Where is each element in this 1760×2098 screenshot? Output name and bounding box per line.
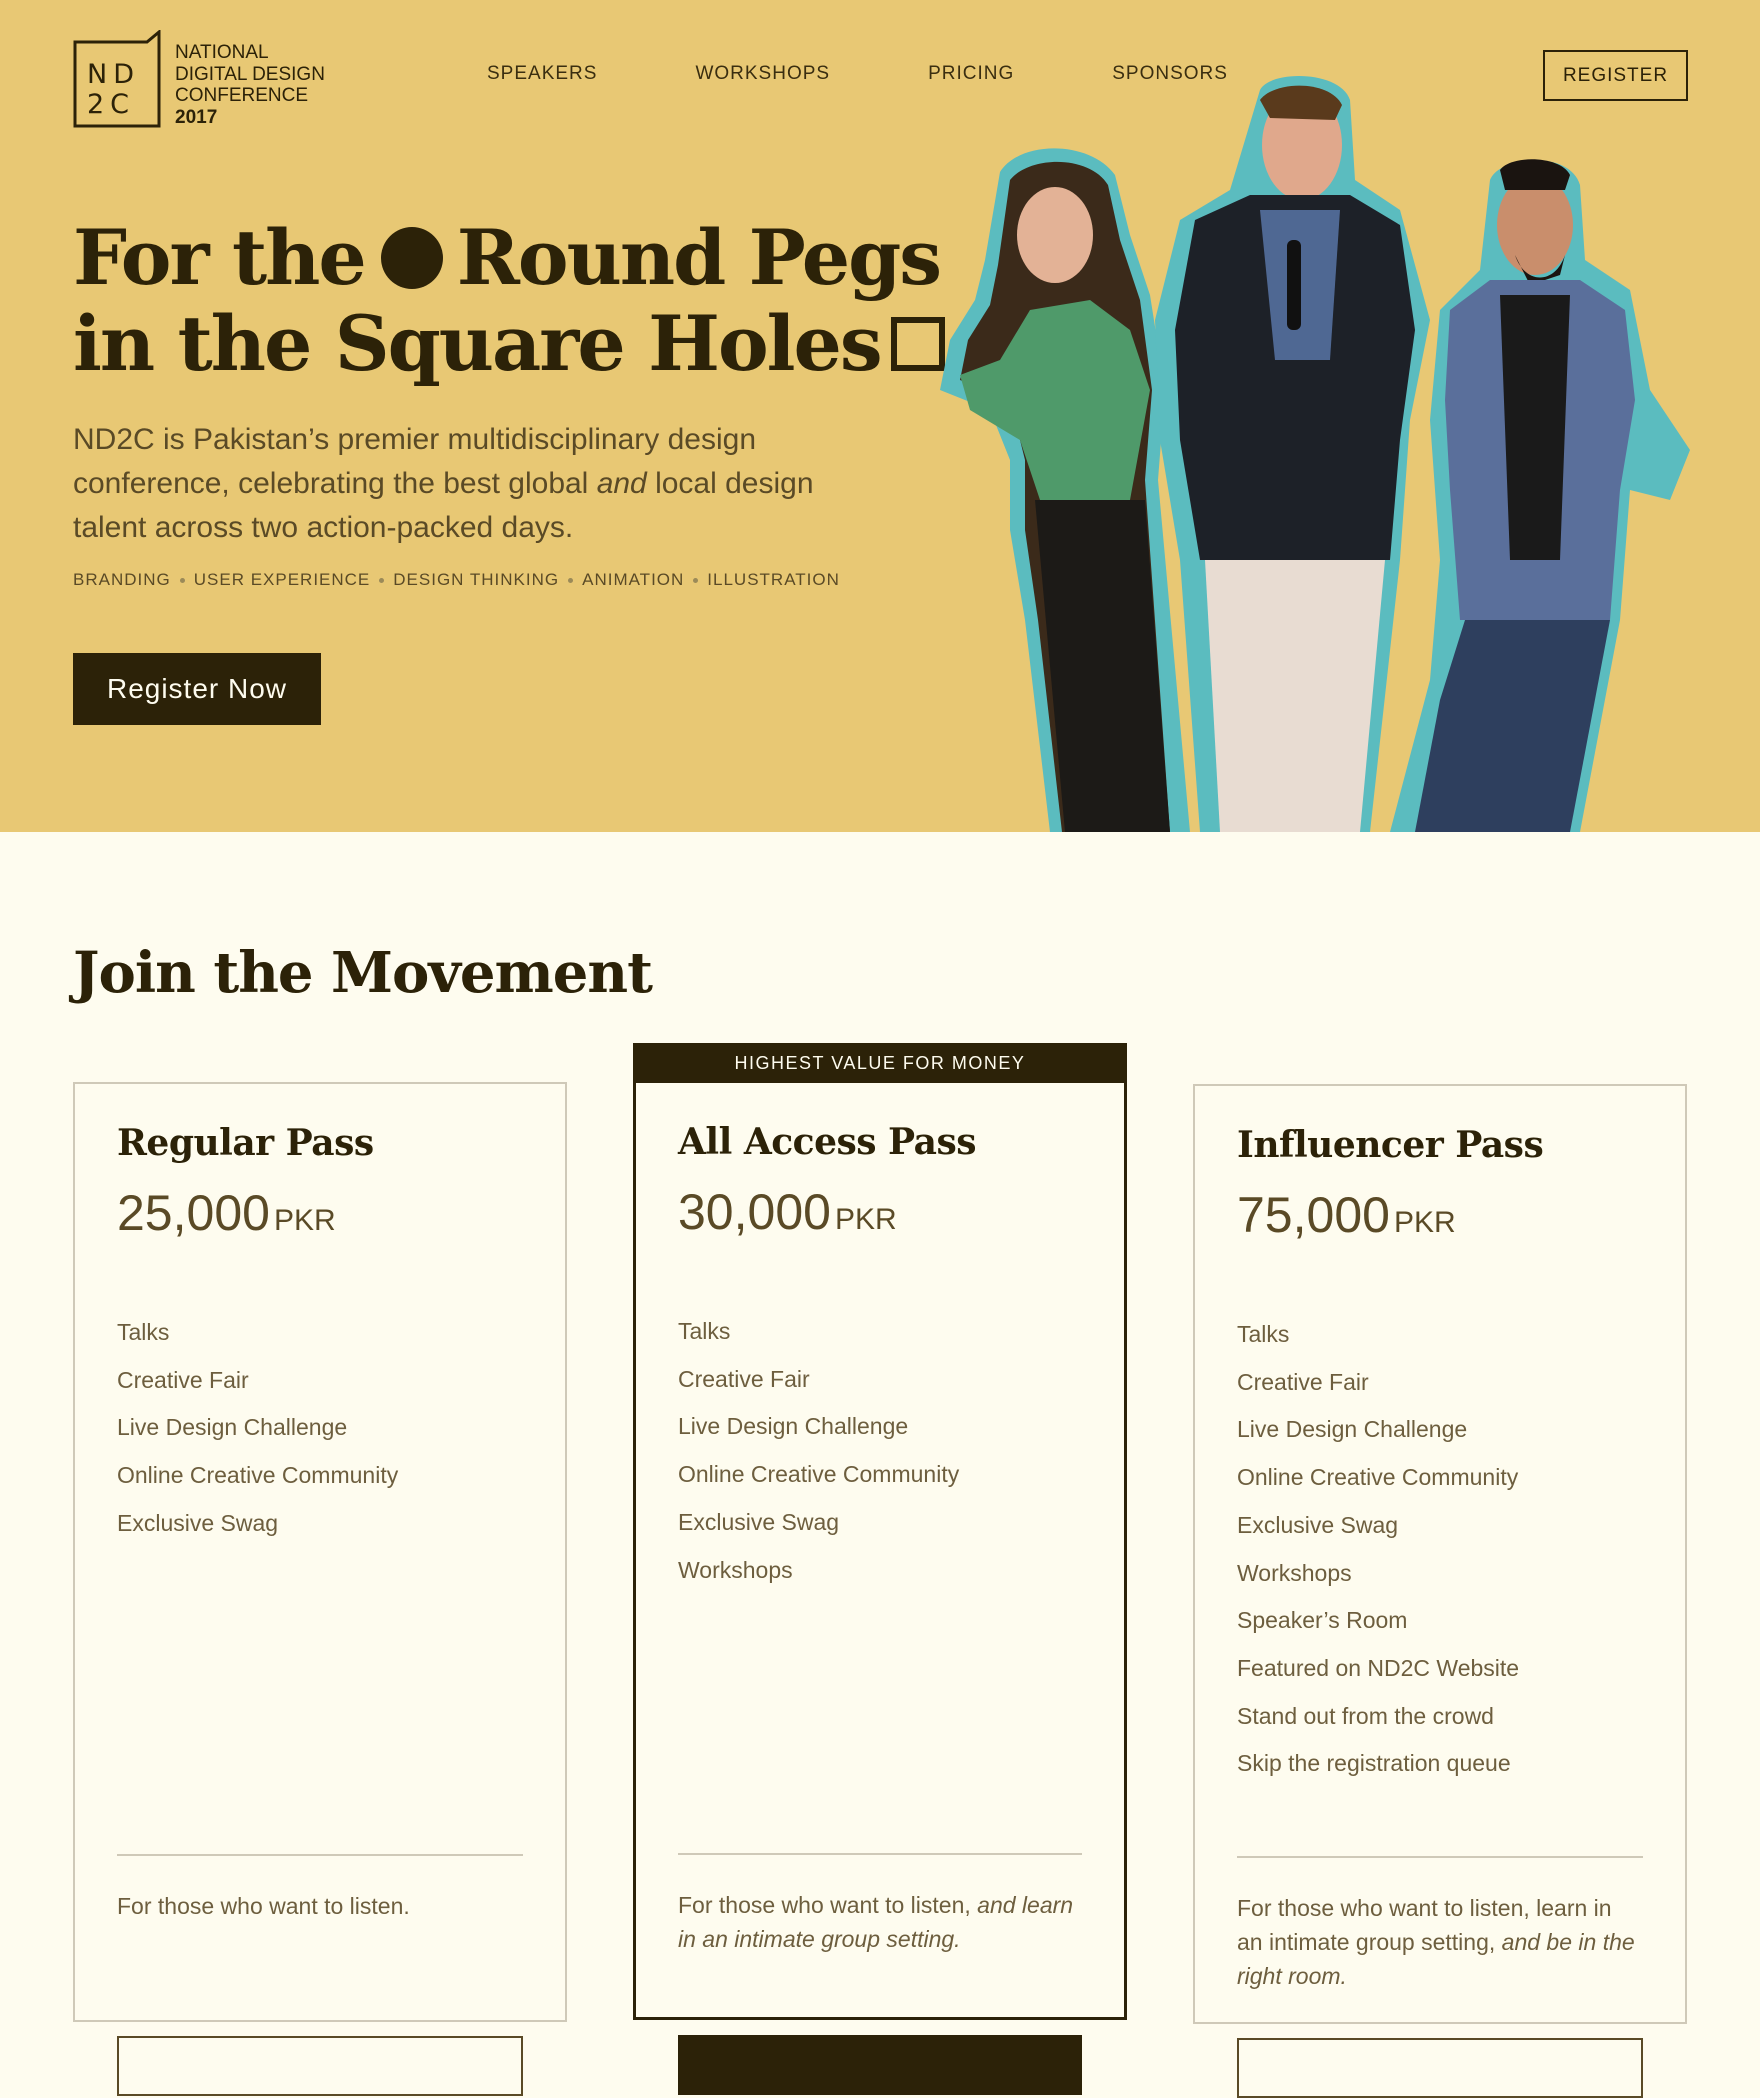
nav-speakers[interactable]: SPEAKERS	[487, 63, 598, 84]
list-item: Creative Fair	[117, 1366, 249, 1393]
card-description	[678, 1888, 1082, 1956]
card-price	[1237, 1186, 1456, 1244]
list-item: Online Creative Community	[1237, 1464, 1519, 1491]
list-item: Live Design Challenge	[678, 1413, 909, 1440]
dot-separator	[693, 578, 698, 583]
intro-text-2: local design talent across two action-packed days.	[73, 467, 814, 544]
card-name: Regular Pass	[117, 1122, 374, 1164]
circle-icon	[381, 227, 443, 289]
card-price	[117, 1184, 336, 1242]
hero-headline	[73, 215, 945, 387]
hero-section	[0, 0, 1760, 832]
list-item: Stand out from the crowd	[1237, 1702, 1494, 1729]
speakers-photo	[930, 60, 1710, 832]
logo-line-3: CONFERENCE	[175, 85, 309, 106]
logo[interactable]	[73, 30, 325, 128]
headline-part-2: Round Pegs	[456, 213, 941, 302]
list-item: Speaker’s Room	[1237, 1607, 1408, 1634]
list-item: Talks	[1237, 1321, 1290, 1347]
list-item: Exclusive Swag	[117, 1509, 279, 1536]
price-amount: 25,000	[117, 1185, 270, 1241]
list-item: Exclusive Swag	[678, 1508, 840, 1535]
price-currency: PKR	[1393, 1206, 1456, 1239]
description-text: For those who want to listen.	[117, 1893, 410, 1919]
description-text: For those who want to listen,	[678, 1892, 978, 1918]
divider	[117, 1854, 523, 1856]
intro-text-1: ND2C is Pakistan’s premier multidisciplinary design conference, celebrating the best global	[73, 423, 757, 500]
description-emphasis: and learn in an intimate group setting.	[678, 1892, 1074, 1952]
topic-tags	[73, 570, 840, 590]
register-button[interactable]: REGISTER	[1543, 50, 1688, 101]
list-item: Workshops	[678, 1556, 793, 1583]
tag-user-experience: USER EXPERIENCE	[193, 570, 371, 589]
feature-list	[117, 1309, 398, 1548]
headline-part-1: For the	[73, 213, 365, 302]
list-item: Creative Fair	[1237, 1368, 1369, 1395]
tag-branding: BRANDING	[73, 570, 171, 589]
card-name: Influencer Pass	[1237, 1124, 1544, 1166]
select-regular-button[interactable]	[117, 2036, 523, 2096]
nav-workshops[interactable]: WORKSHOPS	[695, 63, 831, 84]
list-item: Talks	[678, 1318, 731, 1344]
list-item: Workshops	[1237, 1559, 1352, 1586]
nav-sponsors[interactable]: SPONSORS	[1112, 63, 1228, 84]
logo-year: 2017	[175, 106, 218, 128]
card-description	[117, 1889, 523, 1923]
logo-letters-top: ND	[87, 59, 140, 90]
intro-emphasis: and	[596, 467, 647, 500]
pricing-title: Join the Movement	[73, 940, 653, 1006]
price-currency: PKR	[273, 1204, 336, 1237]
logo-line-1: NATIONAL	[175, 42, 269, 63]
price-amount: 75,000	[1237, 1187, 1390, 1243]
hero-intro	[73, 418, 833, 550]
value-badge: HIGHEST VALUE FOR MONEY	[633, 1043, 1127, 1083]
list-item: Online Creative Community	[678, 1461, 960, 1488]
card-price	[678, 1183, 897, 1241]
list-item: Talks	[117, 1319, 170, 1345]
list-item: Live Design Challenge	[117, 1414, 348, 1441]
description-emphasis: and be in the right room.	[1237, 1929, 1635, 1989]
select-all-access-button[interactable]	[678, 2035, 1082, 2095]
headline-line-2: in the Square Holes	[73, 299, 881, 388]
card-name: All Access Pass	[678, 1121, 977, 1163]
list-item: Creative Fair	[678, 1365, 810, 1392]
logo-text	[175, 42, 325, 128]
nav-pricing[interactable]: PRICING	[928, 63, 1015, 84]
select-influencer-button[interactable]	[1237, 2038, 1643, 2098]
logo-line-2: DIGITAL DESIGN	[175, 63, 325, 85]
register-now-button[interactable]: Register Now	[73, 653, 321, 725]
divider	[1237, 1856, 1643, 1858]
logo-mark	[73, 30, 161, 128]
logo-letters-bottom: 2C	[87, 89, 136, 120]
dot-separator	[568, 578, 573, 583]
list-item: Online Creative Community	[117, 1462, 399, 1489]
pricing-card-regular	[73, 1082, 567, 2022]
list-item: Featured on ND2C Website	[1237, 1654, 1520, 1681]
feature-list	[678, 1308, 959, 1594]
list-item: Skip the registration queue	[1237, 1750, 1511, 1777]
card-description	[1237, 1891, 1643, 1993]
tag-illustration: ILLUSTRATION	[707, 570, 840, 589]
tag-animation: ANIMATION	[582, 570, 685, 589]
price-currency: PKR	[834, 1203, 897, 1236]
pricing-card-all-access	[633, 1080, 1127, 2020]
tag-design-thinking: DESIGN THINKING	[393, 570, 560, 589]
pricing-card-influencer	[1193, 1084, 1687, 2024]
dot-separator	[379, 578, 384, 583]
description-text: For those who want to listen, learn in an intimate group setting,	[1237, 1895, 1612, 1955]
dot-separator	[180, 578, 185, 583]
feature-list	[1237, 1311, 1519, 1788]
price-amount: 30,000	[678, 1184, 831, 1240]
divider	[678, 1853, 1082, 1855]
list-item: Exclusive Swag	[1237, 1511, 1399, 1538]
list-item: Live Design Challenge	[1237, 1416, 1468, 1443]
